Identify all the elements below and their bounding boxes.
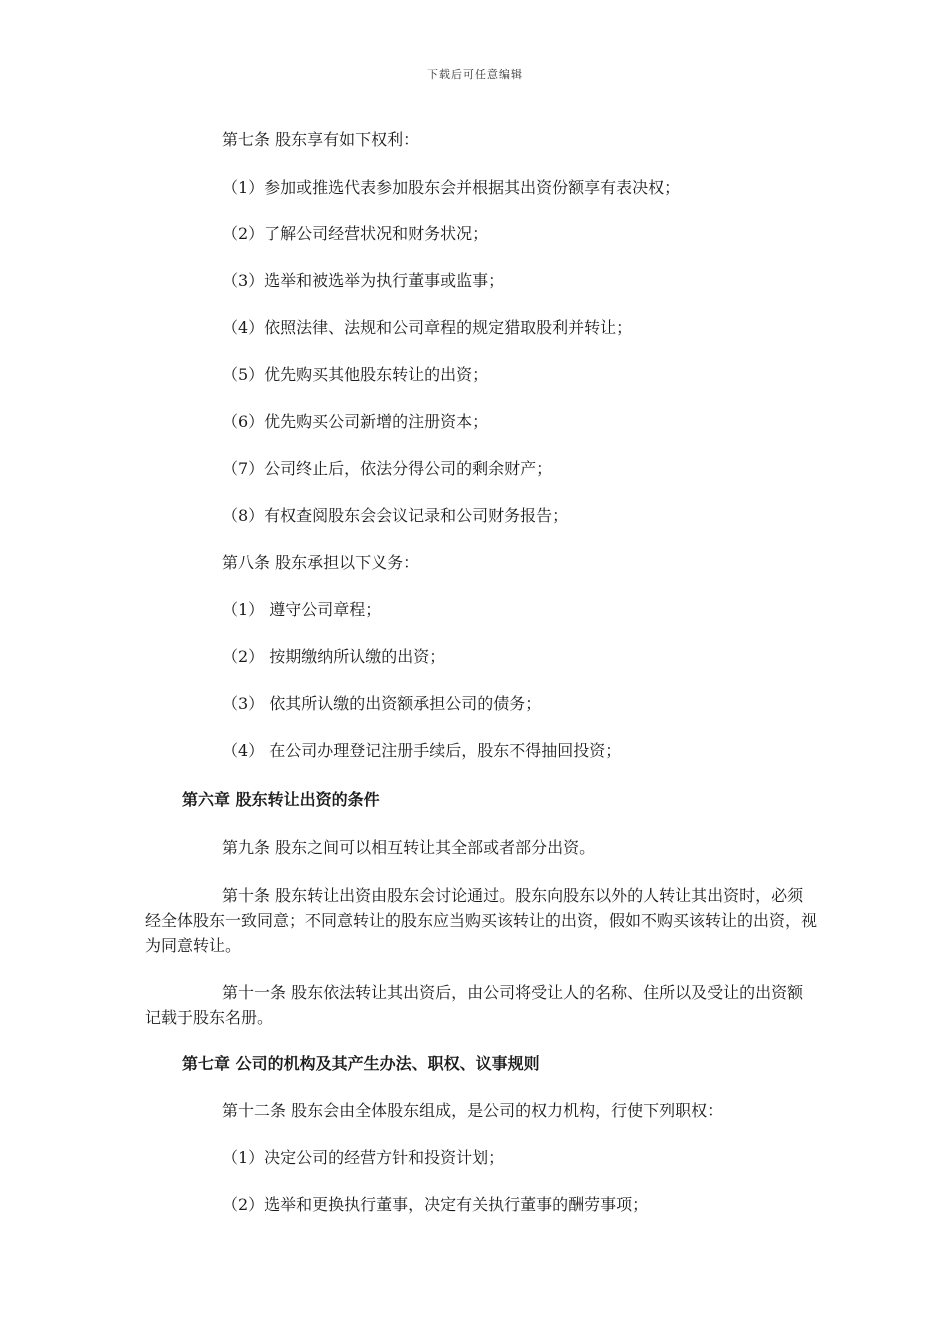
right-item-6: （6）优先购买公司新增的注册资本； (222, 412, 489, 431)
article-11: 第十一条 股东依法转让其出资后，由公司将受让人的名称、住所以及受让的出资额记载于股东名册。 (145, 983, 804, 1027)
article-7: 第七条 股东享有如下权利： (222, 130, 420, 149)
duty-item-4: （4） 在公司办理登记注册手续后，股东不得抽回投资； (222, 741, 622, 760)
right-item-8: （8）有权查阅股东会会议记录和公司财务报告； (222, 506, 569, 525)
power-item-1: （1）决定公司的经营方针和投资计划； (222, 1148, 505, 1167)
article-10: 第十条 股东转让出资由股东会讨论通过。股东向股东以外的人转让其出资时，必须经全体股东一致同意；不同意转让的股东应当购买该转让的出资，假如不购买该转让的出资，视为同意转让。 (145, 886, 818, 955)
right-item-5: （5）优先购买其他股东转让的出资； (222, 365, 489, 384)
article-12: 第十二条 股东会由全体股东组成，是公司的权力机构，行使下列职权： (222, 1101, 724, 1120)
right-item-4: （4）依照法律、法规和公司章程的规定猎取股利并转让； (222, 318, 633, 337)
right-item-1: （1）参加或推选代表参加股东会并根据其出资份额享有表决权； (222, 178, 681, 197)
article-9: 第九条 股东之间可以相互转让其全部或者部分出资。 (222, 838, 596, 857)
duty-item-2: （2） 按期缴纳所认缴的出资； (222, 647, 446, 666)
right-item-2: （2）了解公司经营状况和财务状况； (222, 224, 489, 243)
article-8: 第八条 股东承担以下义务： (222, 553, 420, 572)
duty-item-3: （3） 依其所认缴的出资额承担公司的债务； (222, 694, 542, 713)
right-item-7: （7）公司终止后，依法分得公司的剩余财产； (222, 459, 553, 478)
chapter-7-heading: 第七章 公司的机构及其产生办法、职权、议事规则 (182, 1054, 540, 1073)
power-item-2: （2）选举和更换执行董事，决定有关执行董事的酬劳事项； (222, 1195, 649, 1214)
chapter-6-heading: 第六章 股东转让出资的条件 (182, 790, 380, 809)
right-item-3: （3）选举和被选举为执行董事或监事； (222, 271, 505, 290)
duty-item-1: （1） 遵守公司章程； (222, 600, 382, 619)
page-header: 下载后可任意编辑 (427, 68, 523, 81)
